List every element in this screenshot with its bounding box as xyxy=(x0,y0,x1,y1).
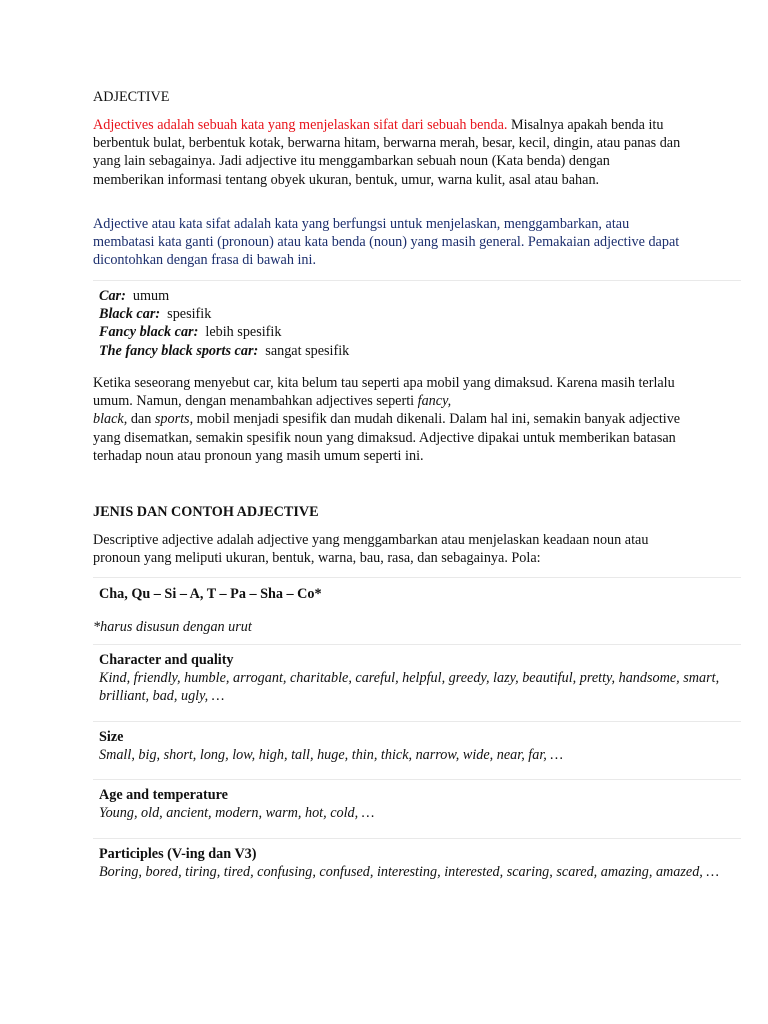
divider xyxy=(93,721,741,722)
page-title: ADJECTIVE xyxy=(93,89,170,105)
example-value: umum xyxy=(132,288,170,304)
category-title: Character and quality xyxy=(99,652,234,668)
example-value: lebih spesifik xyxy=(205,324,282,341)
explanation-paragraph xyxy=(93,374,683,465)
example-value: spesifik xyxy=(167,306,212,323)
category-title: Participles (V-ing dan V3) xyxy=(99,846,257,862)
intro-paragraph xyxy=(93,116,683,189)
divider xyxy=(93,577,741,578)
pattern-text: Cha, Qu – Si – A, T – Pa – Sha – Co* xyxy=(99,586,322,602)
term-fancy: fancy, xyxy=(417,393,452,410)
section-heading: JENIS DAN CONTOH ADJECTIVE xyxy=(93,504,319,520)
category-words: Boring, bored, tiring, tired, confusing, confused, interesting, interested, scaring, scared, amazing, amazed, … xyxy=(99,864,719,881)
descriptive-paragraph: Descriptive adjective adalah adjective yang menggambarkan atau menjelaskan keadaan noun atau pronoun yang meliputi ukuran, bentuk, warna, bau, rasa, dan sebagainya. Pola: xyxy=(93,532,649,567)
category-block xyxy=(99,728,739,764)
category-block xyxy=(99,845,739,881)
example-row xyxy=(99,287,349,305)
order-note: *harus disusun dengan urut xyxy=(93,619,252,635)
example-value: sangat spesifik xyxy=(265,342,350,359)
divider xyxy=(93,280,741,281)
divider xyxy=(93,779,741,780)
term-black: black, xyxy=(93,411,128,428)
category-block xyxy=(99,651,739,706)
category-block xyxy=(99,786,739,822)
example-row xyxy=(99,323,349,341)
example-label: Car: xyxy=(99,288,126,304)
intro-highlight: Adjectives adalah sebuah kata yang menjelaskan sifat dari sebuah benda. xyxy=(93,117,508,133)
divider xyxy=(93,644,741,645)
category-title: Age and temperature xyxy=(99,787,228,803)
examples-list xyxy=(99,287,349,360)
explanation-part2: , mobil menjadi spesifik dan mudah dikenali. Dalam hal ini, semakin banyak adjective yang disematkan, semakin spesifik noun yang dimaksud. Adjective dipakai untuk memberikan batasan terhadap noun atau pronoun yang masih umum seperti ini. xyxy=(93,411,681,464)
intro-rest: Misalnya apakah benda itu berbentuk bulat, berbentuk kotak, berwarna hitam, berwarna merah, besar, kecil, dingin, atau panas dan yang lain sebagainya. Jadi adjective itu menggambarkan sebuah noun (Kata benda) dengan memberikan informasi tentang obyek ukuran, bentuk, umur, warna kulit, asal atau bahan. xyxy=(93,117,681,188)
explanation-part1: Ketika seseorang menyebut car, kita belum tau seperti apa mobil yang dimaksud. Karena masih terlalu umum. Namun, dengan menambahkan adjectives seperti xyxy=(93,375,675,410)
category-words: Kind, friendly, humble, arrogant, charitable, careful, helpful, greedy, lazy, beautiful, pretty, handsome, smart, brilliant, bad, ugly, … xyxy=(99,670,720,705)
category-words: Small, big, short, long, low, high, tall, huge, thin, thick, narrow, wide, near, far, … xyxy=(99,747,563,764)
example-row xyxy=(99,305,349,323)
conjunction: dan xyxy=(127,411,155,428)
term-sports: sports xyxy=(154,411,190,428)
example-label: Fancy black car: xyxy=(99,324,199,341)
category-words: Young, old, ancient, modern, warm, hot, cold, … xyxy=(99,805,375,822)
example-row xyxy=(99,342,349,360)
divider xyxy=(93,838,741,839)
category-title: Size xyxy=(99,729,124,745)
example-label: Black car: xyxy=(99,306,161,323)
definition-paragraph: Adjective atau kata sifat adalah kata yang berfungsi untuk menjelaskan, menggambarkan, atau membatasi kata ganti (pronoun) atau kata benda (noun) yang masih general. Pemakaian adjective dapat dicontohkan dengan frasa di bawah ini. xyxy=(93,216,680,269)
example-label: The fancy black sports car: xyxy=(99,342,259,359)
